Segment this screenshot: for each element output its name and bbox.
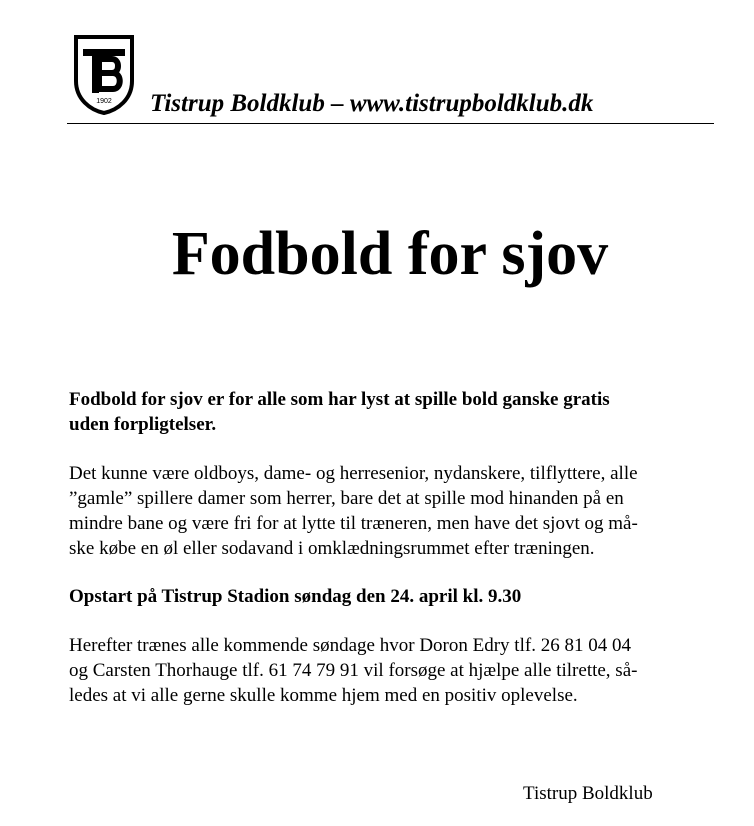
description-line: ”gamle” spillere damer som herrer, bare det at spille mod hinanden på en (69, 488, 624, 509)
contact-paragraph (69, 633, 714, 708)
description-line: ske købe en øl eller sodavand i omklædningsrummet efter træningen. (69, 538, 595, 559)
page-title: Fodbold for sjov (171, 220, 609, 288)
description-line: Det kunne være oldboys, dame- og herresenior, nydanskere, tilflyttere, alle (69, 463, 638, 484)
logo-year: 1902 (96, 98, 112, 105)
contact-line: og Carsten Thorhauge tlf. 61 74 79 91 vil forsøge at hjælpe alle tilrette, så- (69, 660, 638, 681)
header-title: Tistrup Boldklub – www.tistrupboldklub.dk (150, 90, 594, 117)
intro-paragraph (69, 387, 714, 437)
description-line: mindre bane og være fri for at lytte til træneren, men have det sjovt og må- (69, 513, 638, 534)
club-crest-icon (70, 31, 138, 115)
contact-line: ledes at vi alle gerne skulle komme hjem med en positiv oplevelse. (69, 685, 578, 706)
start-announcement: Opstart på Tistrup Stadion søndag den 24. april kl. 9.30 (69, 586, 522, 607)
contact-line: Herefter trænes alle kommende søndage hvor Doron Edry tlf. 26 81 04 04 (69, 635, 631, 656)
description-paragraph (69, 461, 714, 561)
intro-line: Fodbold for sjov er for alle som har lyst at spille bold ganske gratis (69, 389, 610, 410)
signature: Tistrup Boldklub (523, 783, 653, 804)
club-logo (70, 31, 138, 115)
intro-line: uden forpligtelser. (69, 414, 217, 435)
header-divider (67, 123, 714, 124)
